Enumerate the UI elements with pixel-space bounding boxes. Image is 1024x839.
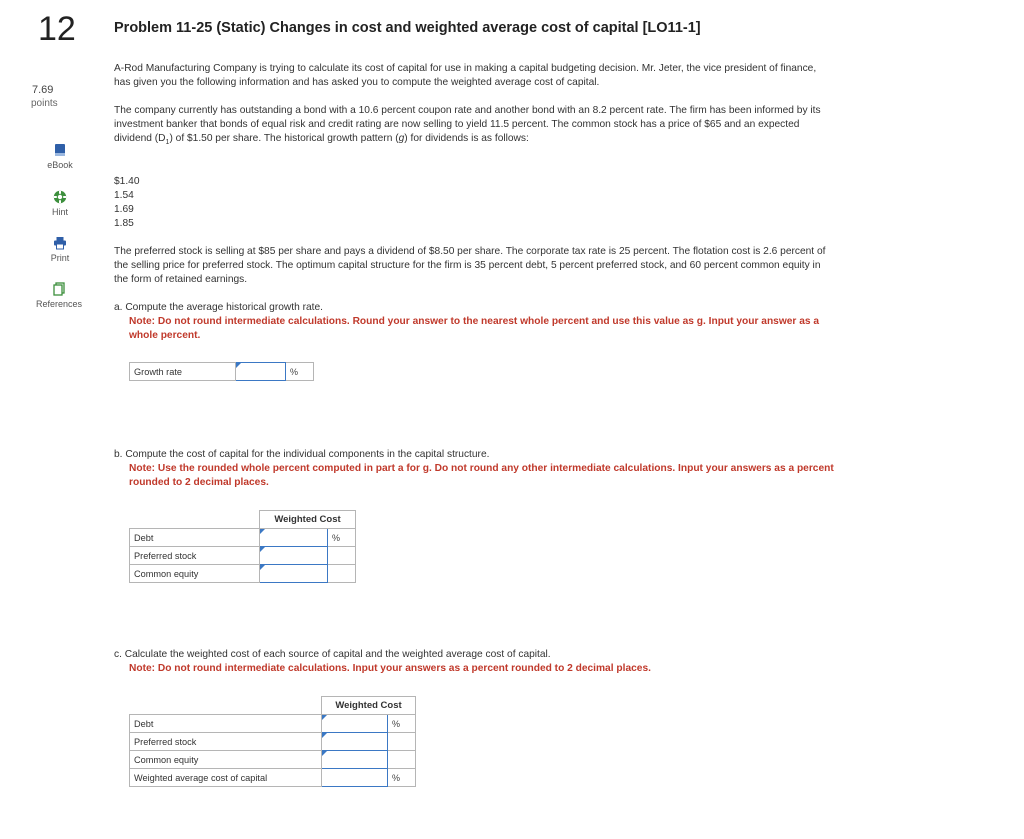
wacc-cell[interactable] xyxy=(322,769,388,787)
hint-icon xyxy=(53,190,67,204)
common-equity-label: Common equity xyxy=(130,565,260,583)
references-button[interactable] xyxy=(24,282,94,309)
common-weighted-cell[interactable] xyxy=(322,751,388,769)
dividend-item: 1.69 xyxy=(114,204,134,215)
question-number: 12 xyxy=(38,10,76,48)
weighted-cost-header: Weighted Cost xyxy=(260,511,356,529)
part-c-question: c. Calculate the weighted cost of each source of capital and the weighted average cost of capital. xyxy=(114,649,551,660)
dividend-item: 1.54 xyxy=(114,190,134,201)
problem-title: Problem 11-25 (Static) Changes in cost and weighted average cost of capital [LO11-1] xyxy=(114,20,701,36)
points-label: points xyxy=(31,98,58,109)
part-c xyxy=(114,648,834,676)
debt-label: Debt xyxy=(130,529,260,547)
part-a-note: Note: Do not round intermediate calculations. Round your answer to the nearest whole percent and use this value as g. Input your answer as a whole percent. xyxy=(129,316,820,341)
wacc-label: Weighted average cost of capital xyxy=(130,769,322,787)
percent-sign: % xyxy=(328,529,356,547)
empty-unit xyxy=(328,565,356,583)
empty-unit xyxy=(328,547,356,565)
hint-button[interactable] xyxy=(25,190,95,217)
preferred-stock-label: Preferred stock xyxy=(130,733,322,751)
hint-label: Hint xyxy=(51,207,68,217)
table-header-row xyxy=(130,511,356,529)
empty-header xyxy=(130,511,260,529)
print-label: Print xyxy=(50,253,70,263)
common-weighted-input[interactable] xyxy=(322,751,387,768)
growth-rate-label: Growth rate xyxy=(130,363,236,381)
table-row xyxy=(130,733,416,751)
growth-rate-input[interactable] xyxy=(236,363,285,380)
references-label: References xyxy=(35,299,83,309)
preferred-weighted-cell[interactable] xyxy=(322,733,388,751)
part-b-question: b. Compute the cost of capital for the individual components in the capital structure. xyxy=(114,449,490,460)
part-c-table xyxy=(129,696,416,787)
p2-g: g xyxy=(398,133,405,144)
part-a xyxy=(114,301,834,343)
book-icon xyxy=(53,143,67,157)
growth-rate-cell[interactable] xyxy=(236,363,286,381)
debt-weighted-cell[interactable] xyxy=(322,715,388,733)
preferred-cost-cell[interactable] xyxy=(260,547,328,565)
printer-icon xyxy=(53,236,67,250)
points-value: 7.69 xyxy=(32,84,54,96)
part-c-note: Note: Do not round intermediate calculations. Input your answers as a percent rounded to 2 decimal places. xyxy=(129,663,651,674)
part-b-table xyxy=(129,510,356,583)
common-cost-input[interactable] xyxy=(260,565,327,582)
empty-unit xyxy=(388,751,416,769)
references-icon xyxy=(52,282,66,296)
table-row xyxy=(130,769,416,787)
common-equity-label: Common equity xyxy=(130,751,322,769)
dividend-item: $1.40 xyxy=(114,176,140,187)
empty-unit xyxy=(388,733,416,751)
part-a-table xyxy=(129,362,314,381)
debt-cost-input[interactable] xyxy=(260,529,327,546)
p2-text-c: ) for dividends is as follows: xyxy=(404,133,529,144)
part-b xyxy=(114,448,834,490)
problem-paragraph-1: A-Rod Manufacturing Company is trying to calculate its cost of capital for use in making a capital budgeting decision. Mr. Jeter, the vice president of finance, has given you the following information and has asked you to compute the weighted average cost of capital. xyxy=(114,63,817,88)
part-b-note: Note: Use the rounded whole percent computed in part a for g. Do not round any other intermediate calculations. Input your answers as a percent rounded to 2 decimal places. xyxy=(129,463,834,488)
part-a-question: a. Compute the average historical growth rate. xyxy=(114,302,323,313)
table-row xyxy=(130,547,356,565)
table-header-row xyxy=(130,697,416,715)
p2-text-a: The company currently has outstanding a bond with a 10.6 percent coupon rate and another bond with an 8.2 percent rate. The firm has been informed by its investment banker that bonds of equal risk and credit rating are now selling to yield 11.5 percent. The common stock has a price of $65 and an expected dividend (D xyxy=(114,105,821,144)
dividend-item: 1.85 xyxy=(114,218,134,229)
table-row xyxy=(130,715,416,733)
empty-header xyxy=(130,697,322,715)
debt-cost-cell[interactable] xyxy=(260,529,328,547)
common-cost-cell[interactable] xyxy=(260,565,328,583)
debt-weighted-input[interactable] xyxy=(322,715,387,732)
wacc-input[interactable] xyxy=(322,769,387,786)
ebook-label: eBook xyxy=(47,160,73,170)
preferred-weighted-input[interactable] xyxy=(322,733,387,750)
percent-sign: % xyxy=(286,363,314,381)
percent-sign: % xyxy=(388,769,416,787)
print-button[interactable] xyxy=(25,236,95,263)
p2-subscript: 1 xyxy=(165,139,170,147)
table-row xyxy=(130,529,356,547)
preferred-stock-label: Preferred stock xyxy=(130,547,260,565)
dividend-list xyxy=(114,175,140,231)
table-row xyxy=(130,363,314,381)
ebook-button[interactable] xyxy=(25,143,95,170)
table-row xyxy=(130,751,416,769)
preferred-cost-input[interactable] xyxy=(260,547,327,564)
problem-paragraph-3: The preferred stock is selling at $85 per share and pays a dividend of $8.50 per share. The corporate tax rate is 25 percent. The flotation cost is 2.6 percent of the selling price for preferred stock. The optimum capital structure for the firm is 35 percent debt, 5 percent preferred stock, and 60 percent common equity in the form of retained earnings. xyxy=(114,246,826,285)
table-row xyxy=(130,565,356,583)
p2-text-b: ) of $1.50 per share. The historical growth pattern ( xyxy=(169,133,399,144)
percent-sign: % xyxy=(388,715,416,733)
debt-label: Debt xyxy=(130,715,322,733)
problem-paragraph-2 xyxy=(114,104,826,150)
weighted-cost-header: Weighted Cost xyxy=(322,697,416,715)
